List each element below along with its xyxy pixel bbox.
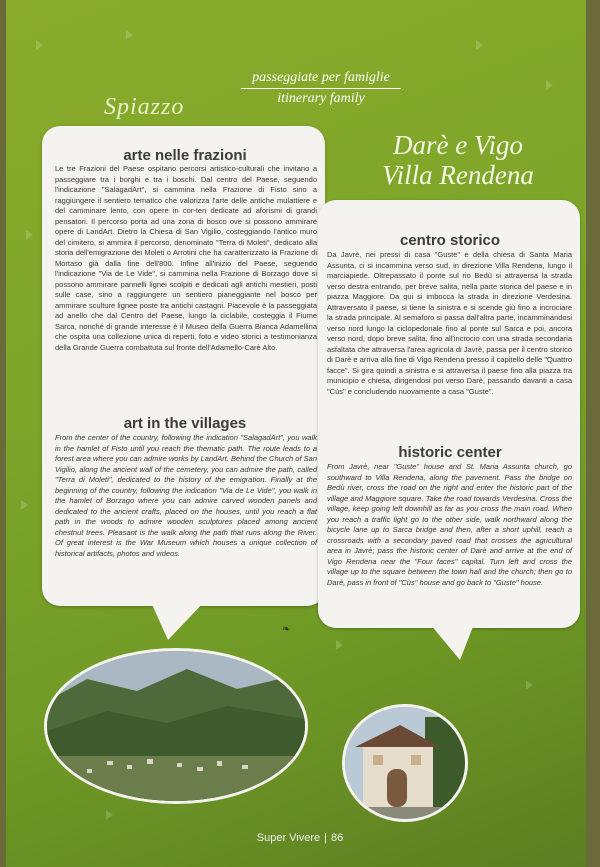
- place-title-dare: [368, 130, 548, 190]
- arte-title: arte nelle frazioni: [123, 147, 247, 164]
- speech-bubble-right-tail: [430, 624, 474, 660]
- centro-body: Da Javrè, nei pressi di casa "Guste" e della chiesa di Santa Maria Assunta, ci si incammina verso sud, in direzione Villa Rendena, lungo il marciapiede. Oltrepassato il ponte sul rio Bedù si attraversa la strada verso destra entrando, per breve salita, nella parte storica del paese e in piazza Maggiore. Da qui si imbocca la strada in direzione Verdesina. Attraversato il paese, si tiene la sinistra e si scende giù fino a incrociare la strada principale. Al semaforo si passa dall'altra parte, incamminandosi verso nord lungo la ciclopedonale fino al ponte sul Sarca e poi, ancora verso nord, dopo breve salita, fino all'incrocio con una strada secondaria asfaltata che attraversa l'area agricola di Javrè, passa per il centro storico di Darè e arriva alla fine di Vigo Rendena presso il capitello delle "Quattro facce". Si gira quindi a sinistra e si attraversa il paese fino alla piazza tra municipio e chiesa, dirigendosi poi verso Darè, passando davanti a casa "Cùs" e concludendo nuovamente a casa "Guste".: [327, 250, 572, 396]
- footer-separator: |: [324, 832, 327, 844]
- header-line-1: passeggiate per famiglie: [252, 70, 390, 85]
- header-rule: [241, 88, 401, 89]
- page-number: 86: [331, 832, 344, 844]
- decor-triangle: [106, 810, 113, 820]
- valley-photo: [44, 648, 308, 804]
- chapel-photo-illustration: [345, 707, 465, 819]
- art-title: art in the villages: [123, 415, 247, 432]
- place-title-dare-line2: Villa Rendena: [382, 160, 534, 190]
- decor-triangle: [336, 640, 343, 650]
- valley-photo-illustration: [47, 651, 305, 801]
- decor-triangle: [546, 80, 553, 90]
- place-title-dare-line1: Darè e Vigo: [393, 130, 523, 160]
- art-body: From the center of the country, following the indication "SalagadArt", you walk in the hamlet of Fisto until you reach the thematic path. The route leads to a forest area where you can admire works by LandArt. Behind the Church of San Vigilio, along the ancient wall of the cemetery, you can admire the path, called "Terra di Moleti", dedicated to the history of the emigration. Finally at the beginning of the country, following the indication "Via de Le Vide", you walk in the hamlet of Borzago where you can admire carved wooden panels and dedicated to the ancient crafts, placed on the houses, until you reach a flat path in the woods to admire wooden sculptures placed among ancient chestnut trees. Pleasant is the walk along the path that runs along the River. Of great interest is the War Museum which houses a unique collection of historical artifacts, photos and videos.: [55, 433, 317, 558]
- decor-triangle: [126, 30, 133, 40]
- historic-body: From Javrè, near "Guste" house and St. Maria Assunta church, go southward to Villa Rendena, along the pavement. Pass the bridge on Bedù river, cross the road on the right and enter the historic part of the village and Maggiore square. Take the road towards Verdesina. Cross the village, keep going left downhill as far as you cross the main road. When you reach a traffic light go to the other side, walk northward along the bicycle lane up to Sarca bridge and then, after a short uphill, reach a crossroads with a secondary paved road that crosses the agricultural area in Javrè; pass the historic center of Darè and arrive at the end of Vigo Rendena near the "Four faces" capital. Turn left and cross the village up to the square between the town hall and the church; then go to Darè, pass in front of "Cùs" house and go back to "Guste" house.: [327, 462, 572, 587]
- header-line-2: itinerary family: [277, 91, 365, 106]
- chapel-photo: [342, 704, 468, 822]
- decor-triangle: [26, 230, 33, 240]
- decor-triangle: [21, 500, 28, 510]
- historic-title: historic center: [398, 444, 502, 461]
- section-header: [241, 70, 401, 107]
- centro-title: centro storico: [399, 232, 501, 249]
- arte-body: Le tre Frazioni del Paese ospitano percorsi artistico-culturali che invitano a passeggiare tra i borghi e tra i boschi. Dal centro del Paese, seguendo l'indicazione "SalagadArt", si cammina nella Frazione di Fisto sino a raggiungere il sentiero tematico che valorizza l'arte delle antiche mulattiere e del camminare lento, con opere in cor-ten dedicate ad aforismi di grandi pensatori. Il percorso porta ad una zona di bosco ove si possono ammirare opere di LandArt. Dietro la Chiesa di San Vigilio, costeggiando l'antico muro del cimitero, si ammira il percorso, denominato "Terra di Moleti", dedicato alla storia dell'emigrazione dei Moleti o Arrotini che ha caratterizzato la Frazione di Mortaso già dalla fine dell'800. Infine all'inizio del Paese, seguendo l'indicazione "Via de Le Vide", si cammina nella Frazione di Borzago dove si possono ammirare pannelli lignei scolpiti e dedicati agli antichi mestieri, posti sulle case, sino a raggiungere un sentiero pianeggiante nel bosco per ammirare sculture lignee poste tra antichi castagni. Piacevole è la passeggiata ad anello che dal Centro del Paese, lungo la ciclabile, costeggia il Fiume Sarca, nonché di grande interesse è il Museo della Guerra Bianca Adamellina che ospita una collezione unica di reperti, foto e video storici a testimonianza della Grande Guerra combattuta sul fronte dell'Adamello-Carè Alto.: [55, 164, 317, 352]
- leaf-icon: ❧: [282, 624, 291, 635]
- magazine-name: Super Vivere: [256, 832, 321, 844]
- decor-triangle: [526, 680, 533, 690]
- place-title-spiazzo: Spiazzo: [104, 94, 185, 120]
- speech-bubble-left-tail: [150, 600, 206, 640]
- page-footer: [0, 832, 600, 844]
- decor-triangle: [476, 40, 483, 50]
- decor-triangle: [36, 40, 43, 50]
